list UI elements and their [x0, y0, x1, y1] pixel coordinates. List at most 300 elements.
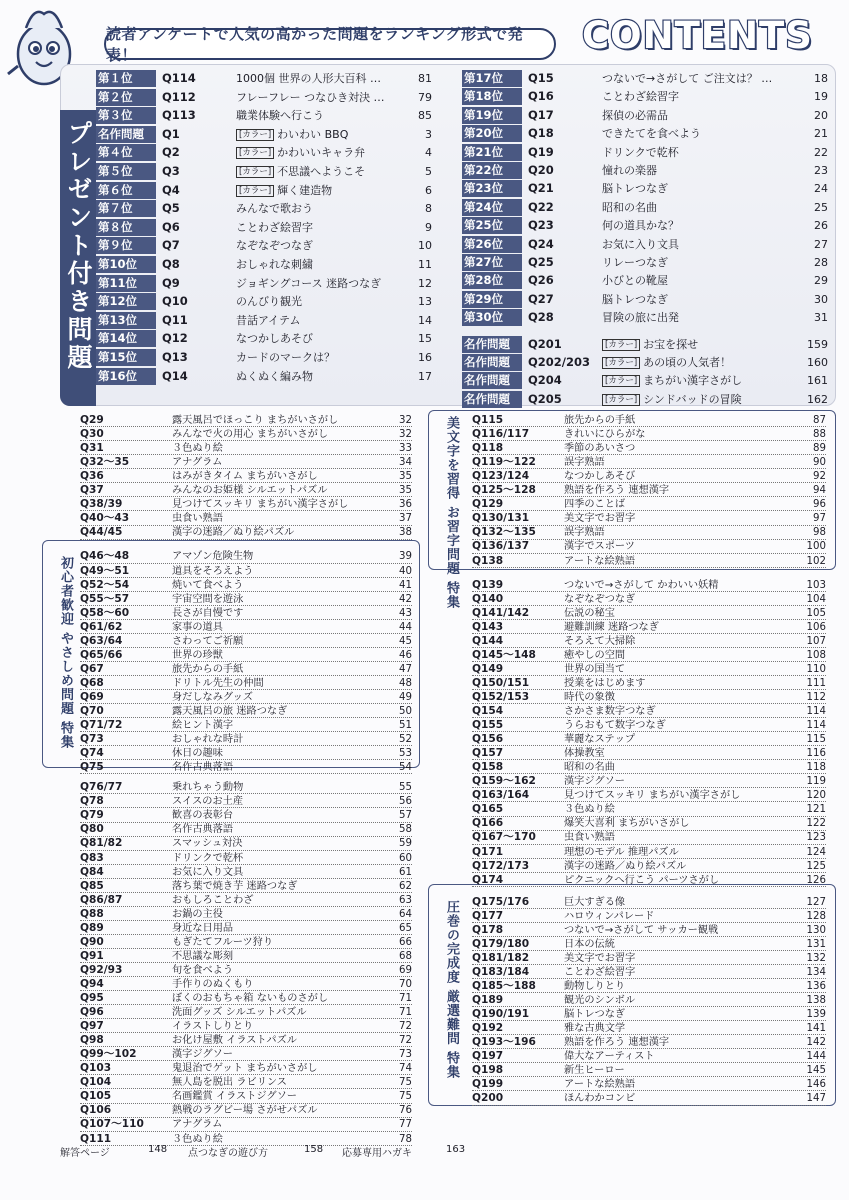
rank-badge: 名作問題 [96, 126, 156, 143]
question-number: Q106 [80, 1104, 112, 1117]
question-title: 見つけてスッキリ まちがい漢字さがし [172, 499, 349, 511]
ranking-row [462, 162, 828, 179]
page-number: 37 [399, 513, 412, 525]
question-number: Q200 [472, 1092, 504, 1105]
rank-badge: 第15位 [96, 349, 156, 366]
question-title: 偉大なアーティスト [564, 1051, 655, 1063]
question-number: Q177 [472, 909, 504, 922]
page-number: 161 [807, 374, 828, 388]
list-row [80, 691, 412, 704]
list-row [80, 837, 412, 850]
question-title: 四季のことば [564, 499, 626, 511]
list-row [472, 442, 826, 455]
question-number: Q174 [472, 873, 504, 886]
question-number: Q192 [472, 1022, 504, 1035]
page-number: 49 [399, 691, 412, 703]
question-title-wrap [236, 256, 313, 273]
page-number: 77 [399, 1119, 412, 1131]
page-number: 127 [806, 896, 826, 908]
dot-guide-page: 158 [304, 1144, 324, 1155]
page-number: 50 [399, 706, 412, 717]
list-row [472, 555, 826, 568]
question-title: 日本の伝統 [564, 938, 615, 950]
question-number: Q111 [80, 1132, 112, 1145]
question-title: 昭和の名曲 [602, 200, 657, 214]
question-number: Q154 [472, 705, 504, 717]
question-title: アナグラム [172, 457, 223, 469]
ranking-row [462, 372, 828, 389]
color-tag: [カラー] [236, 185, 274, 197]
page-number: 130 [806, 924, 826, 936]
page-number: 9 [425, 220, 432, 234]
question-title-wrap [602, 217, 679, 234]
question-title: 旅先からの手紙 [172, 663, 244, 675]
page-number: 76 [399, 1105, 412, 1117]
question-number: Q185～188 [472, 979, 536, 992]
list-row [472, 1008, 826, 1021]
list-row [80, 719, 412, 732]
question-number: Q4 [162, 182, 180, 197]
list-row [80, 1020, 412, 1033]
list-row [472, 1050, 826, 1063]
list-row [472, 910, 826, 923]
list-row [80, 761, 412, 774]
color-tag: [カラー] [602, 339, 640, 351]
question-title: 不思議な彫刻 [172, 950, 234, 962]
question-title: 巨大すぎる像 [564, 896, 626, 908]
rank-badge: 第25位 [462, 217, 522, 234]
list-row [472, 789, 826, 802]
page-number: 10 [418, 239, 432, 253]
question-number: Q136/137 [472, 540, 530, 553]
list-row [472, 1036, 826, 1049]
list-row [472, 456, 826, 469]
page-number: 74 [399, 1063, 412, 1075]
page-number: 112 [806, 691, 826, 703]
list-row [472, 705, 826, 718]
question-title: ドリンクで乾杯 [172, 852, 244, 864]
question-number: Q20 [528, 163, 554, 177]
question-title: 焼いて食べよう [172, 579, 244, 591]
page-number: 142 [806, 1037, 826, 1049]
question-title-wrap [602, 125, 701, 142]
list-row [80, 565, 412, 578]
question-title: できたてを食べよう [602, 127, 701, 141]
question-title: つないで→さがして かわいい妖精 [564, 579, 719, 591]
question-title: 動物しりとり [564, 980, 626, 992]
question-number: Q141/142 [472, 606, 530, 619]
page-number: 89 [813, 443, 826, 455]
question-number: Q95 [80, 992, 104, 1004]
page-number: 121 [806, 804, 826, 816]
question-number: Q83 [80, 851, 104, 864]
list-row [80, 795, 412, 808]
page-number: 31 [814, 311, 828, 325]
question-number: Q71/72 [80, 719, 123, 732]
question-title: 季節のあいさつ [564, 443, 636, 455]
page-number: 72 [399, 1035, 412, 1047]
question-title: アートな絵熟語 [564, 555, 636, 567]
rank-badge: 第３位 [96, 107, 156, 124]
page-number: 38 [399, 527, 412, 539]
question-number: Q55～57 [80, 592, 130, 605]
rank-badge: 第18位 [462, 88, 522, 105]
page-number: 35 [399, 485, 412, 497]
page-number: 23 [814, 164, 828, 177]
page-number: 160 [807, 356, 828, 369]
page-number: 98 [813, 527, 826, 539]
page-number: 47 [399, 663, 412, 675]
question-number: Q84 [80, 865, 104, 878]
list-row [472, 621, 826, 634]
question-title-wrap [602, 354, 731, 372]
question-title: おしゃれな時計 [172, 734, 244, 746]
page-number: 115 [806, 734, 826, 746]
question-number: Q3 [162, 164, 180, 178]
list-row [80, 1090, 412, 1103]
rank-badge: 第20位 [462, 125, 522, 142]
announcement-banner: 読者アンケートで人気の高かった問題をランキング形式で発表！ [104, 28, 556, 60]
color-tag: [カラー] [236, 129, 274, 141]
question-title-wrap [602, 272, 668, 289]
page-number: 19 [814, 90, 828, 104]
list-row [80, 908, 412, 921]
question-title-wrap [236, 275, 381, 292]
question-title: 授業をはじめます [564, 677, 646, 689]
question-title: 爆笑大喜利 まちがいさがし [564, 818, 690, 830]
page-number: 159 [807, 337, 828, 351]
list-row [472, 733, 826, 746]
question-number: Q8 [162, 257, 180, 271]
ranking-row [96, 70, 432, 87]
page-number: 71 [399, 993, 412, 1004]
page-number: 69 [399, 964, 412, 976]
ranking-row [462, 180, 828, 197]
question-title-wrap [602, 291, 668, 308]
list-row [472, 649, 826, 662]
rank-badge: 第10位 [96, 256, 156, 273]
question-number: Q46～48 [80, 550, 130, 563]
question-number: Q189 [472, 994, 504, 1006]
page-number: 125 [806, 860, 826, 872]
list-row [472, 846, 826, 859]
list-row [472, 747, 826, 760]
kanji-special-label: 美文字を習得 お習字問題 特集 [444, 416, 459, 610]
question-title: なつかしあそび [564, 471, 636, 483]
ranking-row [96, 256, 432, 273]
list-row [472, 663, 826, 676]
question-title: 華麗なステップ [564, 734, 636, 746]
page-title: CONTENTS [582, 14, 813, 57]
list-row [472, 1078, 826, 1091]
question-title-wrap [236, 70, 381, 87]
page-number: 33 [399, 443, 412, 455]
question-title: お鍋の主役 [172, 908, 223, 920]
rank-badge: 名作問題 [462, 372, 522, 389]
question-number: Q204 [528, 373, 562, 388]
question-title: ドリトル先生の仲間 [172, 677, 264, 689]
question-title: スマッシュ対決 [172, 838, 243, 850]
question-title: ３色ぬり絵 [172, 443, 223, 455]
question-number: Q13 [162, 350, 188, 364]
page-number: 63 [399, 894, 412, 906]
question-number: Q86/87 [80, 893, 123, 906]
question-number: Q119～122 [472, 456, 536, 469]
question-title: 癒やしの空間 [564, 649, 626, 661]
question-title: みんなのお姫様 シルエットパズル [172, 485, 328, 497]
list-row [80, 663, 412, 676]
question-title-wrap [602, 236, 679, 253]
question-number: Q156 [472, 733, 504, 746]
question-number: Q150/151 [472, 676, 530, 689]
question-title: イラストしりとり [172, 1021, 254, 1033]
list-row [80, 1118, 412, 1131]
page-number: 145 [806, 1065, 826, 1077]
question-title: うらおもて数字つなぎ [564, 720, 666, 732]
question-title: ３色ぬり絵 [172, 1133, 223, 1145]
question-number: Q16 [528, 89, 554, 104]
list-row [80, 498, 412, 511]
page-number: 123 [806, 832, 826, 844]
page-number: 108 [806, 649, 826, 661]
rank-badge: 第29位 [462, 291, 522, 308]
list-row [472, 579, 826, 592]
page-number: 131 [806, 938, 826, 950]
question-title: つないで→さがして ご注文は？ … [602, 72, 773, 85]
page-number: 44 [399, 621, 412, 633]
ranking-row [96, 182, 432, 199]
question-title: 手作りのぬくもり [172, 978, 254, 990]
page-number: 139 [806, 1009, 826, 1021]
question-title: 誤字熟語 [564, 457, 605, 469]
question-number: Q144 [472, 634, 504, 647]
question-number: Q5 [162, 201, 180, 216]
page-number: 60 [399, 852, 412, 864]
question-title: ぼくのおもちゃ箱 ないものさがし [172, 993, 329, 1004]
question-title: 憧れの楽器 [602, 164, 657, 177]
question-number: Q113 [162, 108, 196, 123]
question-title-wrap [236, 200, 313, 217]
question-title: スイスのお土産 [172, 796, 244, 808]
rank-badge: 第21位 [462, 144, 522, 161]
page-number: 13 [418, 295, 432, 309]
question-title: のんびり観光 [236, 295, 302, 309]
ranking-row [462, 125, 828, 142]
question-title: 名画鑑賞 イラストジグソー [172, 1091, 297, 1103]
question-number: Q75 [80, 761, 104, 774]
question-title: 新生ヒーロー [564, 1065, 625, 1077]
question-title: なつかしあそび [236, 332, 313, 346]
page-number: 34 [399, 457, 412, 469]
list-row [80, 649, 412, 662]
question-title: シンドバッドの冒険 [643, 392, 742, 406]
page-number: 65 [399, 922, 412, 934]
question-title: 誤字熟語 [564, 527, 605, 539]
list-row [80, 992, 412, 1005]
question-title: ほんわかコンビ [564, 1093, 636, 1105]
question-number: Q68 [80, 676, 104, 689]
question-number: Q199 [472, 1078, 504, 1091]
rank-badge: 第17位 [462, 70, 522, 87]
page-number: 59 [399, 838, 412, 850]
page-number: 107 [806, 635, 826, 647]
page-number: 66 [399, 936, 412, 948]
question-title: 理想のモデル 推理パズル [564, 846, 679, 858]
page-number: 162 [807, 392, 828, 406]
list-row [80, 550, 412, 563]
rank-badge: 第14位 [96, 330, 156, 347]
page-number: 18 [814, 72, 828, 85]
list-row [472, 498, 826, 511]
list-row [472, 817, 826, 830]
ranking-row [96, 219, 432, 236]
question-number: Q65/66 [80, 648, 123, 661]
list-row [472, 803, 826, 816]
question-number: Q40～43 [80, 512, 130, 525]
list-row [80, 705, 412, 718]
question-number: Q105 [80, 1090, 112, 1103]
question-number: Q167～170 [472, 831, 536, 844]
question-number: Q15 [528, 71, 554, 85]
question-number: Q143 [472, 620, 504, 633]
question-number: Q157 [472, 747, 504, 760]
page-number: 14 [418, 313, 432, 327]
question-title: 虫食い熟語 [564, 832, 615, 844]
page-number: 96 [813, 499, 826, 511]
page-number: 51 [399, 720, 412, 732]
question-title: 漢字の迷路／ぬり絵パズル [172, 527, 295, 539]
rank-badge: 第23位 [462, 180, 522, 197]
question-number: Q80 [80, 823, 104, 836]
question-title: 名作古典落語 [172, 762, 234, 774]
page-number: 72 [399, 1021, 412, 1033]
list-row [80, 607, 412, 620]
list-row [80, 964, 412, 977]
ranking-row [96, 126, 432, 143]
question-title: 絵ヒント漢字 [172, 720, 234, 732]
question-number: Q44/45 [80, 526, 123, 539]
question-number: Q14 [162, 368, 188, 383]
question-title: 漢字でスポーツ [564, 541, 635, 553]
question-number: Q79 [80, 809, 104, 822]
list-row [80, 428, 412, 441]
question-number: Q63/64 [80, 634, 123, 647]
question-number: Q103 [80, 1062, 112, 1075]
page-number: 136 [806, 980, 826, 992]
question-number: Q81/82 [80, 837, 123, 850]
question-title: かわいいキャラ弁 [277, 146, 366, 160]
question-number: Q26 [528, 273, 554, 288]
question-title: 脳トレつなぎ [602, 182, 668, 196]
ranking-row [462, 272, 828, 289]
page-number: 100 [806, 541, 826, 553]
question-title: なぞなぞつなぎ [564, 593, 636, 605]
question-title: なぞなぞつなぎ [236, 239, 313, 253]
question-title: 世界の珍獣 [172, 649, 223, 661]
page-number: 64 [399, 908, 412, 920]
page-number: 11 [418, 258, 432, 271]
postcard-label: 応募専用ハガキ [342, 1148, 412, 1159]
ranking-row [462, 336, 828, 353]
page-number: 28 [814, 256, 828, 269]
page-number: 55 [399, 782, 412, 794]
color-tag: [カラー] [602, 357, 640, 369]
list-row [472, 512, 826, 525]
question-title: 冒険の旅に出発 [602, 311, 679, 325]
list-row [472, 924, 826, 937]
page-number: 27 [814, 237, 828, 251]
ranking-row [462, 88, 828, 105]
list-row [80, 579, 412, 592]
list-row [80, 526, 412, 539]
question-title-wrap [602, 254, 668, 271]
question-number: Q61/62 [80, 620, 123, 633]
question-title: 落ち葉で焼き芋 迷路つなぎ [172, 880, 298, 892]
page-number: 110 [806, 663, 826, 675]
page-number: 88 [813, 429, 826, 441]
page-number: 8 [425, 202, 432, 216]
ranking-row [96, 237, 432, 254]
question-title: 熱戦のラグビー場 さがせパズル [172, 1105, 318, 1117]
color-tag: [カラー] [602, 394, 640, 406]
ranking-row [462, 144, 828, 161]
page-number: 35 [399, 471, 412, 483]
list-row [472, 831, 826, 844]
question-title: 脳トレつなぎ [564, 1009, 626, 1021]
ranking-row [462, 70, 828, 87]
list-row [80, 894, 412, 907]
question-title: わいわい BBQ [277, 127, 349, 141]
question-number: Q99～102 [80, 1048, 137, 1061]
question-title: ぬくぬく編み物 [236, 369, 313, 383]
answer-pages-page: 148 [148, 1144, 168, 1155]
question-title: カードのマークは？ [236, 351, 335, 364]
question-title: 乗れちゃう動物 [172, 782, 244, 794]
question-title: 鬼退治でゲット まちがいさがし [172, 1063, 318, 1075]
page-number: 79 [418, 90, 432, 104]
rank-badge: 第６位 [96, 182, 156, 199]
question-title: 休日の趣味 [172, 748, 223, 760]
question-title: 長さが自慢です [172, 607, 244, 619]
list-row [80, 484, 412, 497]
question-number: Q1 [162, 126, 180, 141]
question-number: Q130/131 [472, 512, 530, 525]
rank-badge: 第24位 [462, 199, 522, 216]
question-title: 漢字の迷路／ぬり絵パズル [564, 860, 687, 872]
question-number: Q171 [472, 845, 504, 858]
question-title: 家事の道具 [172, 621, 223, 633]
list-row [472, 470, 826, 483]
page-number: 26 [814, 219, 828, 233]
question-number: Q31 [80, 442, 104, 455]
masterpiece-special-label: 圧巻の完成度 厳選難問 特集 [444, 900, 459, 1080]
page-number: 132 [806, 952, 826, 964]
page-number: 85 [418, 109, 432, 123]
question-title-wrap [236, 89, 385, 106]
question-number: Q88 [80, 907, 104, 920]
question-title: 熟語を作ろう 連想漢字 [564, 485, 670, 497]
question-title: ３色ぬり絵 [564, 804, 615, 816]
page-number: 61 [399, 866, 412, 878]
question-title-wrap [602, 70, 772, 87]
page-number: 16 [418, 351, 432, 364]
question-title: お宝を探せ [643, 337, 699, 351]
list-row [80, 1006, 412, 1019]
question-title: 旅先からの手紙 [564, 415, 636, 426]
list-row [472, 1092, 826, 1105]
question-title: 漢字ジグソー [172, 1049, 233, 1061]
ranking-row [96, 107, 432, 124]
